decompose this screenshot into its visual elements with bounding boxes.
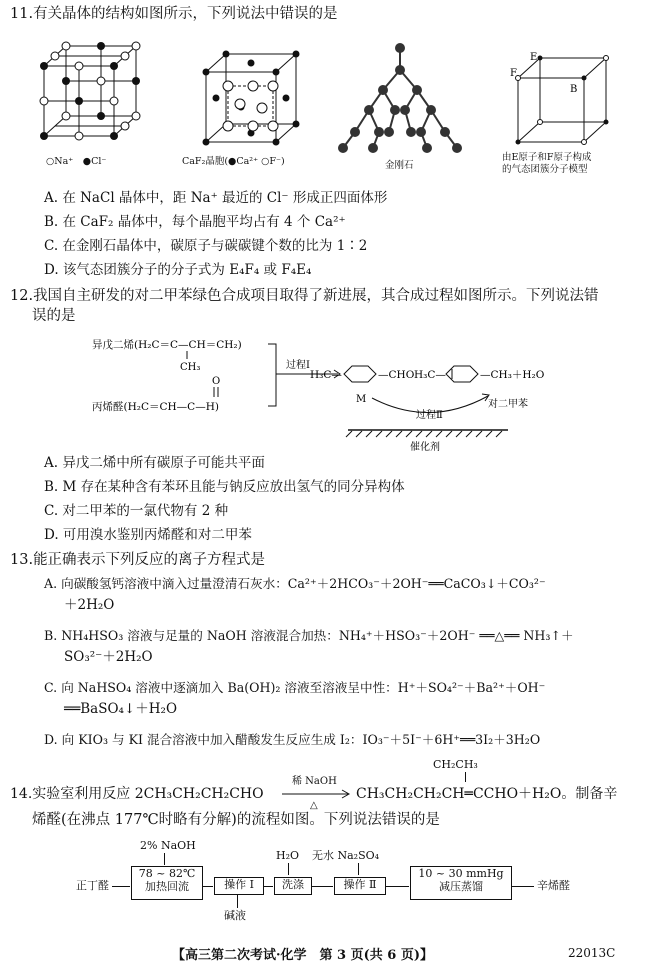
ef-caption-line1: 由E原子和F原子构成 [502,152,592,163]
flow-arrow-naoh [164,853,165,865]
flow-arrow-2 [203,886,213,887]
flow-box-reflux: 78 ~ 82℃ 加热回流 [131,866,203,900]
flow-start: 正丁醛 [76,879,109,892]
q13-stem: 13.能正确表示下列反应的离子方程式是 [10,552,266,568]
paper-code: 22013C [568,946,616,960]
flow-box-operation2: 操作 Ⅱ [334,877,386,895]
q14-stem-line2: 烯醛(在沸点 177℃时略有分解)的流程如图。下列说法错误的是 [32,812,440,828]
flow-arrow-water [288,863,289,875]
flow-reagent-naoh: 2% NaOH [140,839,196,852]
product1-right: —CHO [378,369,415,381]
acrolein-oxygen: O [212,376,221,387]
flow-arrow-waste [237,894,238,908]
q14-stem-line1-product: CH₃CH₂CH₂CH═CCHO＋H₂O。制备辛 [356,786,618,802]
ef-cluster-figure [510,48,614,148]
q12-option-c: C. 对二甲苯的一氯代物有 2 种 [44,503,229,519]
catalyst-label: 催化剂 [410,442,440,452]
flow-arrow-6 [512,886,534,887]
q14-reaction-arrow [280,789,352,799]
q11-stem: 11.有关晶体的结构如图所示，下列说法中错误的是 [10,6,338,22]
nacl-legend: ○Na⁺ ●Cl⁻ [46,156,107,167]
diamond-caption: 金刚石 [385,160,414,171]
flow-box-vacuum-distillation: 10 ~ 30 mmHg 减压蒸馏 [410,866,512,900]
acrolein-label: 丙烯醛(H₂C＝CH—C—H) [92,401,219,413]
caf2-caption: CaF₂晶胞(●Ca²⁺ ○F⁻) [182,156,285,167]
caf2-cell-figure [198,46,308,154]
q12-stem-line2: 误的是 [32,308,76,324]
product1-left: H₃C— [310,369,342,381]
isoprene-methyl: CH₃ [180,362,201,373]
flow-reagent-na2so4: 无水 Na₂SO₄ [312,849,380,862]
flow-arrow-1 [112,886,130,887]
flow-reagent-water: H₂O [276,849,300,862]
ef-caption-line2: 的气态团簇分子模型 [502,164,588,175]
label-f: F [510,68,517,79]
q14-stem-line1: 14.实验室利用反应 2CH₃CH₂CH₂CHO [10,786,264,802]
q13-option-c-cont: ══BaSO₄↓＋H₂O [64,701,178,717]
flow-arrow-na2so4 [358,863,359,875]
q12-option-d: D. 可用溴水鉴别丙烯醛和对二甲苯 [44,527,252,543]
flow-box-wash: 洗涤 [274,877,312,895]
q13-option-a: A. 向碳酸氢钙溶液中滴入过量澄清石灰水：Ca²⁺＋2HCO₃⁻＋2OH⁻══CaCO₃↓＋CO₃²⁻ [44,576,546,591]
q13-option-b-cont: SO₃²⁻＋2H₂O [64,649,153,665]
flow-waste: 碱液 [224,909,246,922]
q13-option-a-cont: ＋2H₂O [64,597,115,613]
label-b: B [570,84,578,95]
q14-arrow-bottom: △ [310,800,318,811]
q13-option-b: B. NH₄HSO₃ 溶液与足量的 NaOH 溶液混合加热：NH₄⁺＋HSO₃⁻＋2OH⁻ ══△══ NH₃↑＋ [44,628,574,643]
pxylene-label: 对二甲苯 [488,399,528,410]
product2-left: H₃C— [414,369,446,381]
page-footer: 【高三第二次考试·化学 第 3 页(共 6 页)】 [172,948,434,963]
flow-arrow-5 [385,886,409,887]
q11-option-d: D. 该气态团簇分子的分子式为 E₄F₄ 或 F₄E₄ [44,262,312,278]
flow-arrow-3 [263,886,273,887]
flow-end: 辛烯醛 [537,879,570,892]
nacl-lattice-figure [36,38,148,150]
q12-option-b: B. M 存在某种含有苯环且能与钠反应放出氢气的同分异构体 [44,479,405,495]
q11-option-a: A. 在 NaCl 晶体中，距 Na⁺ 最近的 Cl⁻ 形成正四面体形 [44,190,388,206]
q14-branch: CH₂CH₃ [433,758,478,771]
label-e: E [530,52,538,63]
flow-box-operation1: 操作 Ⅰ [214,877,264,895]
q13-option-c: C. 向 NaHSO₄ 溶液中逐滴加入 Ba(OH)₂ 溶液至溶液呈中性：H⁺＋SO₄²⁻＋Ba²⁺＋OH⁻ [44,680,546,695]
q13-option-d: D. 向 KIO₃ 与 KI 混合溶液中加入醋酸发生反应生成 I₂：IO₃⁻＋5I⁻＋6H⁺══3I₂＋3H₂O [44,732,541,747]
isoprene-label: 异戊二烯(H₂C＝C—CH＝CH₂) [92,339,242,351]
process1-label: 过程Ⅰ [286,360,310,371]
q14-arrow-top: 稀 NaOH [292,776,337,787]
q11-option-c: C. 在金刚石晶体中，碳原子与碳碳键个数的比为 1∶2 [44,238,368,254]
q14-branch-bond [465,772,466,782]
xylene-synthesis-scheme [90,330,565,452]
product2-right: —CH₃＋H₂O [480,369,545,381]
diamond-structure-figure [335,40,465,156]
q12-option-a: A. 异戊二烯中所有碳原子可能共平面 [44,455,265,471]
q12-stem-line1: 12.我国自主研发的对二甲苯绿色合成项目取得了新进展，其合成过程如图所示。下列说法错 [10,288,599,304]
process2-label: 过程Ⅱ [416,410,443,421]
flow-arrow-4 [311,886,333,887]
q11-option-b: B. 在 CaF₂ 晶体中，每个晶胞平均占有 4 个 Ca²⁺ [44,214,346,230]
m-label: M [356,394,367,405]
